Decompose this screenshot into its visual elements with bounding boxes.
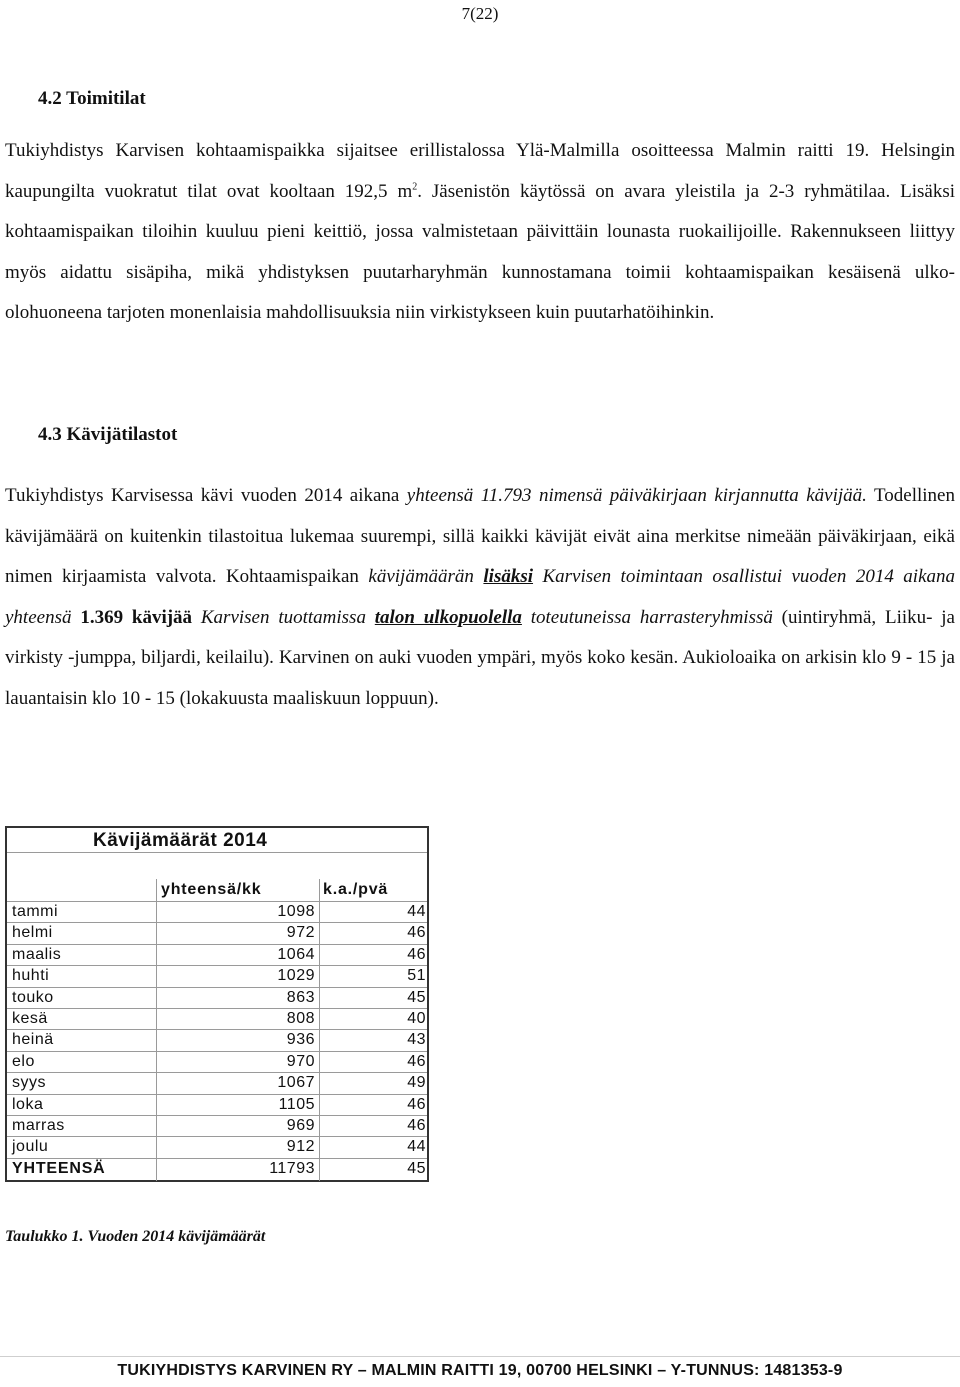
average-cell: 44	[407, 1138, 426, 1156]
average-cell: 45	[407, 988, 426, 1006]
paragraph-text: . Jäsenistön käytössä on avara yleistila ja 2-3 ryhmätilaa. Lisäksi kohtaamispaikan tiloihin kuuluu pieni keittiö, jossa valmistetaan päivittäin lounasta ruokailijoille. Rakennukseen liittyy myös aidattu sisäpiha, mikä yhdistyksen puutarharyhmän kunnostamana toimii kohtaamispaikan kesäisenä ulko-olohuoneena tarjoten monenlaisia mahdollisuuksia niin virkistykseen kuin puutarhatöihinkin.	[5, 180, 955, 324]
total-cell: 936	[286, 1031, 315, 1049]
month-cell: loka	[12, 1095, 44, 1113]
month-cell: marras	[12, 1117, 65, 1134]
table-divider	[7, 852, 427, 853]
italic-text: Karvisen toimintaan osallistui vuoden 2014 aikana yhteensä	[5, 566, 956, 628]
page-footer: TUKIYHDISTYS KARVINEN RY – MALMIN RAITTI 19, 00700 HELSINKI – Y-TUNNUS: 1481353-9	[117, 1362, 843, 1379]
average-cell: 46	[407, 945, 426, 963]
text: Todellinen kävijämäärä on kuitenkin tilastoitua lukemaa suurempi, sillä kaikki kävijät eivät aina merkitse nimeään päiväkirjaan, eikä nimen kirjaamista valvota. Kohtaamispaikan	[5, 485, 955, 588]
page-number: 7(22)	[461, 4, 499, 23]
table-row	[7, 922, 427, 943]
table-row	[7, 901, 427, 922]
table-row	[7, 1008, 427, 1029]
table-row	[7, 1072, 427, 1093]
visitor-table	[5, 826, 429, 1182]
average-cell: 46	[407, 1052, 426, 1070]
total-cell: 808	[286, 1010, 315, 1027]
italic-text: kävijämäärän	[368, 566, 484, 588]
average-cell: 46	[407, 1117, 426, 1134]
table-row	[7, 944, 427, 965]
bold-text: talon ulkopuolella	[374, 606, 522, 628]
bold-text: lisäksi	[483, 566, 534, 588]
table-row	[7, 965, 427, 986]
month-cell: heinä	[12, 1031, 54, 1049]
text: Tukiyhdistys Karvisessa kävi vuoden 2014 aikana	[5, 485, 407, 506]
table-title: Kävijämäärät 2014	[93, 830, 268, 851]
total-cell: 863	[286, 988, 315, 1006]
bold-text: 1.369 kävijää	[80, 606, 193, 628]
average-cell: 44	[407, 903, 426, 920]
month-cell: helmi	[12, 924, 53, 942]
column-header-total: yhteensä/kk	[161, 881, 262, 898]
total-cell: 11793	[269, 1159, 315, 1177]
month-cell: YHTEENSÄ	[12, 1159, 106, 1177]
italic-underlined-text	[375, 607, 522, 628]
section-heading-kavijatilastot: 4.3 Kävijätilastot	[38, 424, 178, 445]
table-row	[7, 1136, 427, 1157]
italic-text: yhteensä 11.793 nimensä päiväkirjaan kirjannutta kävijää.	[406, 485, 867, 506]
average-cell: 51	[407, 967, 426, 985]
total-cell: 969	[286, 1117, 315, 1134]
total-cell: 970	[286, 1052, 315, 1070]
month-cell: kesä	[12, 1010, 48, 1027]
average-cell: 40	[407, 1010, 426, 1027]
paragraph-toimitilat	[5, 131, 955, 334]
column-header-avg: k.a./pvä	[323, 881, 389, 898]
month-cell: syys	[12, 1074, 46, 1092]
month-cell: tammi	[12, 903, 59, 920]
footer-divider	[0, 1356, 960, 1357]
table-caption: Taulukko 1. Vuoden 2014 kävijämäärät	[5, 1228, 266, 1245]
table-row	[7, 1115, 427, 1136]
italic-text: Karvisen tuottamissa	[192, 606, 375, 628]
month-cell: touko	[12, 988, 54, 1006]
month-cell: huhti	[12, 967, 50, 985]
table-row	[7, 987, 427, 1008]
total-cell: 1098	[277, 903, 315, 920]
total-cell: 1029	[277, 967, 315, 985]
italic-underlined-text	[483, 566, 533, 587]
text: (uintiryhmä, Liiku- ja virkisty -jumppa, biljardi, keilailu). Karvinen on auki vuoden ympäri, myös koko kesän. Aukioloaika on arkisin klo 9 - 15 ja lauantaisin klo 10 - 15 (lokakuusta maaliskuun loppuun).	[5, 606, 955, 709]
superscript: 2	[412, 181, 418, 193]
average-cell: 43	[407, 1031, 426, 1049]
month-cell: elo	[12, 1052, 35, 1070]
average-cell: 46	[407, 924, 426, 942]
total-cell: 1064	[277, 945, 315, 963]
average-cell: 45	[407, 1159, 426, 1177]
section-heading-toimitilat: 4.2 Toimitilat	[38, 88, 146, 109]
average-cell: 46	[407, 1095, 426, 1113]
paragraph-text: Tukiyhdistys Karvisen kohtaamispaikka sijaitsee erillistalossa Ylä-Malmilla osoitteessa Malmin raitti 19. Helsingin kaupungilta vuokratut tilat ovat kooltaan 192,5 m	[5, 140, 955, 202]
total-cell: 1067	[277, 1074, 315, 1092]
table-total-row	[7, 1158, 427, 1179]
table-row	[7, 1051, 427, 1072]
italic-text: toteutuneissa harrasteryhmissä	[521, 606, 773, 628]
total-cell: 972	[286, 924, 315, 942]
month-cell: maalis	[12, 945, 62, 963]
total-cell: 912	[286, 1138, 315, 1156]
paragraph-kavijatilastot	[5, 476, 955, 720]
table-header-row	[7, 879, 427, 901]
table-row	[7, 1094, 427, 1115]
table-row	[7, 1029, 427, 1050]
average-cell: 49	[407, 1074, 426, 1092]
month-cell: joulu	[12, 1138, 49, 1156]
total-cell: 1105	[278, 1095, 315, 1113]
